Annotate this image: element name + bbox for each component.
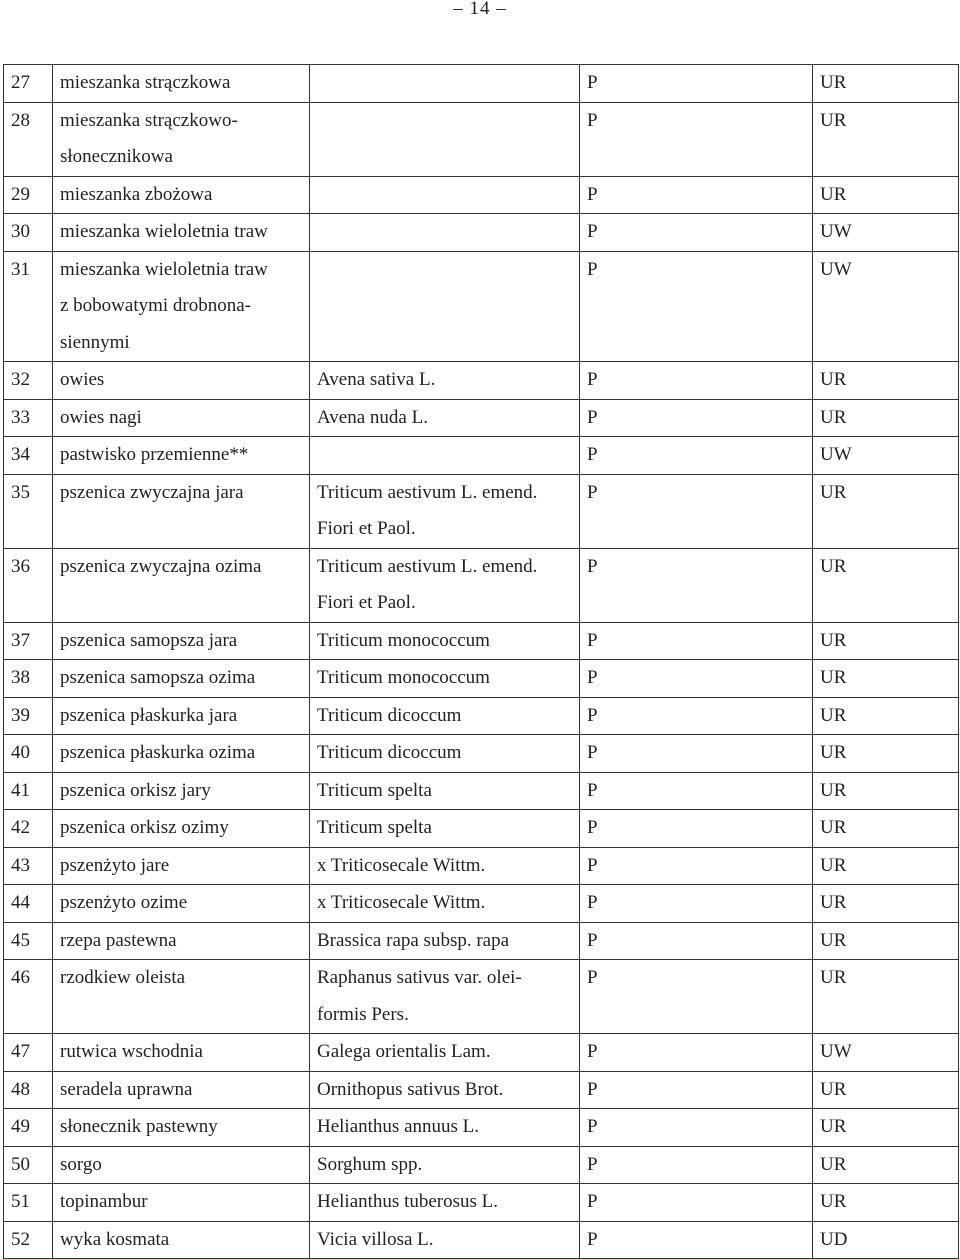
land-use-code: UR — [813, 1146, 959, 1184]
row-number: 29 — [4, 176, 53, 214]
latin-name — [310, 660, 580, 698]
land-use-code: UR — [813, 622, 959, 660]
latin-name — [310, 735, 580, 773]
row-number: 31 — [4, 251, 53, 362]
latin-name — [310, 885, 580, 923]
p-marker: P — [580, 65, 813, 103]
row-number: 32 — [4, 362, 53, 400]
p-marker: P — [580, 214, 813, 252]
latin-name — [310, 772, 580, 810]
crop-name-line: mieszanka strączkowa — [60, 72, 231, 93]
row-number: 41 — [4, 772, 53, 810]
land-use-code: UR — [813, 1071, 959, 1109]
latin-name-line: Triticum spelta — [317, 779, 432, 801]
table-row — [4, 810, 959, 848]
latin-name — [310, 399, 580, 437]
table-row — [4, 660, 959, 698]
crop-name-line: rzepa pastewna — [60, 929, 177, 951]
p-marker: P — [580, 548, 813, 622]
table-row — [4, 1221, 959, 1259]
land-use-code: UD — [813, 1221, 959, 1259]
crop-name — [53, 1034, 310, 1072]
table-row — [4, 1184, 959, 1222]
table-row — [4, 214, 959, 252]
latin-name — [310, 362, 580, 400]
row-number: 43 — [4, 847, 53, 885]
latin-name-line: Triticum monococcum — [317, 667, 490, 688]
latin-name-line: Triticum dicoccum — [317, 742, 462, 763]
crop-name — [53, 960, 310, 1034]
crop-name-line: pszenica płaskurka jara — [60, 704, 238, 726]
crop-name-line: pszenica zwyczajna jara — [60, 481, 244, 503]
p-marker: P — [580, 1034, 813, 1072]
latin-name-line: Fiori et Paol. — [317, 518, 416, 539]
crop-name-line: pszenica orkisz ozimy — [60, 817, 229, 838]
latin-name-line: Ornithopus sativus Brot. — [317, 1078, 504, 1100]
latin-name — [310, 1221, 580, 1259]
latin-name-line: x Triticosecale Wittm. — [317, 892, 486, 913]
crop-name — [53, 885, 310, 923]
latin-name-line: x Triticosecale Wittm. — [317, 854, 486, 876]
latin-name — [310, 176, 580, 214]
table-row — [4, 1034, 959, 1072]
crop-name-line: pszenica samopsza jara — [60, 629, 238, 651]
latin-name — [310, 474, 580, 548]
p-marker: P — [580, 1221, 813, 1259]
crop-name — [53, 102, 310, 176]
row-number: 49 — [4, 1109, 53, 1147]
latin-name-line: Brassica rapa subsp. rapa — [317, 929, 510, 951]
crop-name — [53, 251, 310, 362]
row-number: 30 — [4, 214, 53, 252]
row-number: 50 — [4, 1146, 53, 1184]
table-row — [4, 65, 959, 103]
crop-name — [53, 922, 310, 960]
crop-name — [53, 1109, 310, 1147]
p-marker: P — [580, 922, 813, 960]
p-marker: P — [580, 697, 813, 735]
land-use-code: UR — [813, 399, 959, 437]
land-use-code: UR — [813, 960, 959, 1034]
table-row — [4, 922, 959, 960]
row-number: 51 — [4, 1184, 53, 1222]
row-number: 52 — [4, 1221, 53, 1259]
latin-name-line: Fiori et Paol. — [317, 592, 416, 613]
table-row — [4, 548, 959, 622]
latin-name — [310, 810, 580, 848]
land-use-code: UR — [813, 1184, 959, 1222]
crop-table-body — [4, 65, 959, 1259]
crop-name-line: słonecznik pastewny — [60, 1116, 218, 1137]
table-row — [4, 251, 959, 362]
table-row — [4, 847, 959, 885]
crop-name — [53, 214, 310, 252]
crop-name — [53, 399, 310, 437]
p-marker: P — [580, 1071, 813, 1109]
land-use-code: UR — [813, 65, 959, 103]
crop-name — [53, 1071, 310, 1109]
p-marker: P — [580, 474, 813, 548]
latin-name-line: Helianthus annuus L. — [317, 1116, 480, 1137]
row-number: 48 — [4, 1071, 53, 1109]
latin-name-line: Raphanus sativus var. olei- — [317, 967, 522, 988]
crop-name — [53, 622, 310, 660]
table-row — [4, 960, 959, 1034]
crop-name-line: sorgo — [60, 1153, 102, 1175]
latin-name-line: Avena sativa L. — [317, 369, 436, 390]
p-marker: P — [580, 176, 813, 214]
land-use-code: UR — [813, 176, 959, 214]
table-row — [4, 1146, 959, 1184]
crop-name — [53, 176, 310, 214]
crop-name — [53, 474, 310, 548]
land-use-code: UR — [813, 697, 959, 735]
p-marker: P — [580, 885, 813, 923]
row-number: 47 — [4, 1034, 53, 1072]
p-marker: P — [580, 1146, 813, 1184]
latin-name — [310, 1184, 580, 1222]
latin-name-line: Triticum aestivum L. emend. — [317, 555, 538, 577]
latin-name-line: Avena nuda L. — [317, 406, 428, 428]
crop-name — [53, 772, 310, 810]
latin-name-line: Sorghum spp. — [317, 1153, 423, 1175]
crop-name-line: mieszanka zbożowa — [60, 183, 213, 205]
crop-name-line: pszenica samopsza ozima — [60, 667, 256, 688]
crop-name-line: pszenżyto jare — [60, 854, 170, 876]
p-marker: P — [580, 1184, 813, 1222]
crop-name — [53, 1146, 310, 1184]
table-row — [4, 1109, 959, 1147]
land-use-code: UR — [813, 102, 959, 176]
crop-name-line: z bobowatymi drobnona- — [60, 295, 252, 316]
p-marker: P — [580, 622, 813, 660]
table-row — [4, 622, 959, 660]
p-marker: P — [580, 772, 813, 810]
latin-name — [310, 65, 580, 103]
row-number: 28 — [4, 102, 53, 176]
row-number: 40 — [4, 735, 53, 773]
crop-name — [53, 735, 310, 773]
crop-name — [53, 1184, 310, 1222]
p-marker: P — [580, 399, 813, 437]
crop-name-line: wyka kosmata — [60, 1228, 170, 1250]
land-use-code: UR — [813, 660, 959, 698]
crop-name — [53, 810, 310, 848]
crop-name-line: pastwisko przemienne** — [60, 444, 249, 465]
latin-name-line: Triticum dicoccum — [317, 704, 462, 726]
crop-name-line: pszenżyto ozime — [60, 892, 188, 913]
land-use-code: UW — [813, 1034, 959, 1072]
table-row — [4, 474, 959, 548]
crop-name-line: owies nagi — [60, 406, 142, 428]
row-number: 45 — [4, 922, 53, 960]
latin-name — [310, 437, 580, 475]
crop-name-line: pszenica płaskurka ozima — [60, 742, 256, 763]
crop-name — [53, 437, 310, 475]
latin-name — [310, 697, 580, 735]
latin-name — [310, 1146, 580, 1184]
latin-name — [310, 214, 580, 252]
crop-name-line: siennymi — [60, 331, 130, 353]
p-marker: P — [580, 960, 813, 1034]
crop-name-line: mieszanka wieloletnia traw — [60, 221, 268, 242]
land-use-code: UR — [813, 922, 959, 960]
row-number: 34 — [4, 437, 53, 475]
table-row — [4, 772, 959, 810]
land-use-code: UW — [813, 214, 959, 252]
latin-name — [310, 622, 580, 660]
p-marker: P — [580, 437, 813, 475]
table-row — [4, 697, 959, 735]
crop-name-line: owies — [60, 369, 105, 390]
latin-name-line: formis Pers. — [317, 1003, 409, 1025]
crop-name-line: mieszanka strączkowo- — [60, 109, 238, 131]
crop-name-line: rutwica wschodnia — [60, 1041, 203, 1062]
row-number: 44 — [4, 885, 53, 923]
row-number: 42 — [4, 810, 53, 848]
crop-name — [53, 847, 310, 885]
land-use-code: UR — [813, 735, 959, 773]
latin-name — [310, 922, 580, 960]
crop-name — [53, 362, 310, 400]
crop-name — [53, 548, 310, 622]
crop-name-line: mieszanka wieloletnia traw — [60, 258, 268, 280]
land-use-code: UR — [813, 810, 959, 848]
table-row — [4, 362, 959, 400]
table-row — [4, 399, 959, 437]
p-marker: P — [580, 847, 813, 885]
table-row — [4, 885, 959, 923]
latin-name — [310, 548, 580, 622]
table-row — [4, 176, 959, 214]
latin-name — [310, 251, 580, 362]
latin-name-line: Triticum monococcum — [317, 629, 490, 651]
latin-name — [310, 1109, 580, 1147]
row-number: 46 — [4, 960, 53, 1034]
crop-name — [53, 1221, 310, 1259]
crop-name-line: pszenica zwyczajna ozima — [60, 555, 262, 577]
crop-name-line: rzodkiew oleista — [60, 967, 186, 988]
p-marker: P — [580, 810, 813, 848]
table-row — [4, 102, 959, 176]
row-number: 27 — [4, 65, 53, 103]
latin-name-line: Triticum aestivum L. emend. — [317, 481, 538, 503]
table-row — [4, 437, 959, 475]
page-number: – 14 – — [453, 0, 507, 19]
latin-name-line: Vicia villosa L. — [317, 1228, 434, 1250]
table-row — [4, 1071, 959, 1109]
land-use-code: UW — [813, 437, 959, 475]
crop-name-line: pszenica orkisz jary — [60, 779, 211, 801]
p-marker: P — [580, 660, 813, 698]
crop-name — [53, 697, 310, 735]
land-use-code: UR — [813, 362, 959, 400]
row-number: 35 — [4, 474, 53, 548]
row-number: 39 — [4, 697, 53, 735]
row-number: 38 — [4, 660, 53, 698]
land-use-code: UR — [813, 548, 959, 622]
latin-name — [310, 847, 580, 885]
latin-name — [310, 1071, 580, 1109]
crop-table — [3, 64, 959, 1259]
latin-name — [310, 102, 580, 176]
p-marker: P — [580, 362, 813, 400]
row-number: 37 — [4, 622, 53, 660]
p-marker: P — [580, 1109, 813, 1147]
crop-name — [53, 660, 310, 698]
land-use-code: UR — [813, 474, 959, 548]
p-marker: P — [580, 102, 813, 176]
table-row — [4, 735, 959, 773]
latin-name — [310, 960, 580, 1034]
land-use-code: UR — [813, 847, 959, 885]
land-use-code: UW — [813, 251, 959, 362]
row-number: 36 — [4, 548, 53, 622]
latin-name-line: Triticum spelta — [317, 817, 432, 838]
land-use-code: UR — [813, 885, 959, 923]
land-use-code: UR — [813, 1109, 959, 1147]
latin-name-line: Galega orientalis Lam. — [317, 1041, 491, 1062]
latin-name — [310, 1034, 580, 1072]
row-number: 33 — [4, 399, 53, 437]
latin-name-line: Helianthus tuberosus L. — [317, 1191, 499, 1212]
land-use-code: UR — [813, 772, 959, 810]
p-marker: P — [580, 251, 813, 362]
crop-name-line: słonecznikowa — [60, 146, 173, 167]
crop-name — [53, 65, 310, 103]
crop-name-line: topinambur — [60, 1191, 148, 1212]
crop-name-line: seradela uprawna — [60, 1078, 193, 1100]
p-marker: P — [580, 735, 813, 773]
